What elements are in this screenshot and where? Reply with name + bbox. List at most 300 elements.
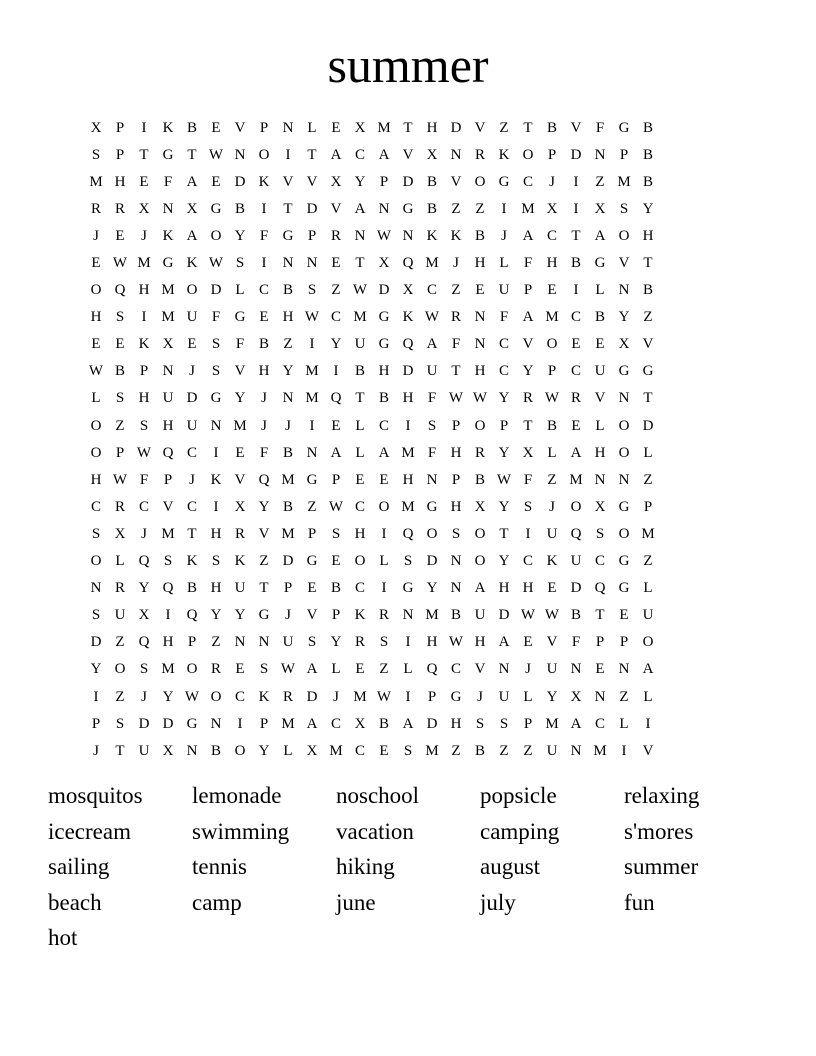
- grid-letter: W: [544, 607, 560, 624]
- word-list-item: hiking: [336, 854, 395, 879]
- grid-letter: E: [331, 119, 341, 136]
- grid-letter: O: [522, 146, 534, 163]
- grid-letter: G: [402, 580, 414, 597]
- grid-letter: H: [546, 255, 558, 272]
- grid-row: [84, 195, 732, 222]
- grid-letter: M: [305, 390, 319, 407]
- grid-letter: I: [405, 688, 411, 705]
- grid-letter: E: [523, 634, 533, 651]
- grid-letter: N: [234, 634, 246, 651]
- grid-letter: C: [354, 498, 365, 515]
- grid-letter: Y: [330, 336, 342, 353]
- grid-letter: Z: [379, 661, 389, 678]
- grid-letter: O: [474, 525, 486, 542]
- grid-letter: L: [115, 553, 125, 570]
- grid-letter: F: [499, 309, 509, 326]
- grid-letter: E: [139, 173, 149, 190]
- grid-letter: V: [546, 634, 558, 651]
- grid-letter: Y: [426, 580, 438, 597]
- grid-letter: R: [282, 688, 293, 705]
- grid-letter: S: [331, 525, 341, 542]
- grid-letter: F: [523, 255, 533, 272]
- grid-letter: S: [115, 309, 125, 326]
- grid-letter: M: [425, 255, 439, 272]
- grid-letter: E: [475, 282, 485, 299]
- grid-letter: V: [162, 498, 174, 515]
- grid-row: [84, 548, 732, 575]
- grid-letter: U: [282, 634, 294, 651]
- grid-letter: B: [474, 471, 485, 488]
- grid-letter: L: [283, 742, 293, 759]
- grid-letter: X: [594, 498, 606, 515]
- word-list-item: camping: [480, 818, 560, 844]
- grid-letter: U: [354, 336, 366, 353]
- grid-letter: B: [186, 119, 197, 136]
- grid-letter: M: [545, 715, 559, 732]
- grid-letter: Y: [210, 607, 222, 624]
- grid-letter: C: [234, 688, 245, 705]
- grid-letter: W: [112, 471, 128, 488]
- grid-letter: P: [139, 363, 149, 380]
- grid-letter: D: [234, 173, 246, 190]
- grid-letter: Y: [330, 634, 342, 651]
- word-list-item: s'mores: [624, 818, 694, 844]
- grid-letter: Y: [498, 390, 510, 407]
- grid-letter: D: [186, 390, 198, 407]
- grid-letter: I: [93, 688, 99, 705]
- grid-letter: D: [282, 553, 294, 570]
- grid-letter: B: [642, 119, 653, 136]
- grid-letter: D: [306, 200, 318, 217]
- grid-letter: E: [115, 336, 125, 353]
- grid-letter: N: [234, 146, 246, 163]
- grid-letter: W: [208, 146, 224, 163]
- grid-letter: H: [282, 309, 294, 326]
- grid-letter: H: [162, 417, 174, 434]
- grid-letter: Q: [138, 553, 150, 570]
- grid-letter: J: [189, 363, 195, 380]
- grid-letter: Q: [402, 525, 414, 542]
- grid-letter: W: [184, 688, 200, 705]
- grid-letter: M: [161, 525, 175, 542]
- word-list-item: june: [336, 889, 376, 915]
- grid-letter: C: [522, 173, 533, 190]
- grid-letter: I: [141, 309, 147, 326]
- grid-letter: N: [570, 661, 582, 678]
- grid-letter: V: [282, 173, 294, 190]
- grid-letter: I: [501, 200, 507, 217]
- grid-letter: V: [570, 119, 582, 136]
- grid-letter: H: [450, 715, 462, 732]
- grid-letter: T: [139, 146, 149, 163]
- grid-letter: P: [451, 417, 461, 434]
- grid-letter: X: [402, 282, 414, 299]
- grid-letter: Z: [499, 742, 509, 759]
- grid-letter: T: [187, 146, 197, 163]
- grid-letter: X: [522, 444, 534, 461]
- grid-letter: N: [618, 390, 630, 407]
- grid-letter: E: [595, 661, 605, 678]
- grid-letter: R: [522, 390, 533, 407]
- grid-letter: P: [163, 471, 173, 488]
- grid-letter: T: [643, 390, 653, 407]
- grid-letter: W: [136, 444, 152, 461]
- grid-letter: K: [258, 173, 270, 190]
- grid-letter: B: [642, 146, 653, 163]
- grid-letter: V: [258, 525, 270, 542]
- grid-letter: N: [570, 742, 582, 759]
- grid-letter: X: [162, 336, 174, 353]
- grid-letter: E: [331, 255, 341, 272]
- grid-letter: H: [426, 634, 438, 651]
- page-title: summer: [327, 37, 489, 93]
- grid-letter: Q: [114, 282, 126, 299]
- grid-letter: W: [376, 227, 392, 244]
- grid-letter: K: [546, 553, 558, 570]
- grid-letter: D: [210, 282, 222, 299]
- grid-letter: E: [619, 607, 629, 624]
- grid-letter: D: [426, 715, 438, 732]
- grid-letter: M: [161, 282, 175, 299]
- grid-letter: D: [426, 553, 438, 570]
- grid-letter: T: [403, 119, 413, 136]
- grid-letter: O: [474, 173, 486, 190]
- grid-letter: E: [595, 336, 605, 353]
- grid-letter: Q: [162, 580, 174, 597]
- grid-letter: Z: [523, 742, 533, 759]
- grid-letter: D: [162, 715, 174, 732]
- grid-letter: P: [523, 715, 533, 732]
- grid-letter: I: [237, 715, 243, 732]
- grid-letter: S: [427, 417, 437, 434]
- grid-letter: I: [333, 363, 339, 380]
- grid-letter: J: [525, 661, 531, 678]
- grid-letter: P: [379, 173, 389, 190]
- grid-letter: J: [285, 607, 291, 624]
- grid-letter: N: [306, 444, 318, 461]
- grid-letter: F: [571, 634, 581, 651]
- grid-letter: Z: [259, 553, 269, 570]
- grid-letter: A: [186, 227, 198, 244]
- grid-letter: M: [425, 742, 439, 759]
- grid-letter: U: [162, 390, 174, 407]
- grid-letter: D: [378, 282, 390, 299]
- grid-letter: O: [618, 227, 630, 244]
- grid-letter: Z: [451, 742, 461, 759]
- grid-letter: R: [330, 227, 341, 244]
- grid-letter: F: [259, 227, 269, 244]
- grid-letter: P: [307, 227, 317, 244]
- grid-letter: H: [90, 309, 102, 326]
- grid-letter: T: [451, 363, 461, 380]
- grid-letter: J: [477, 688, 483, 705]
- grid-letter: O: [474, 417, 486, 434]
- grid-letter: S: [235, 255, 245, 272]
- grid-letter: V: [474, 119, 486, 136]
- grid-letter: K: [162, 227, 174, 244]
- grid-letter: H: [162, 634, 174, 651]
- grid-row: [84, 222, 732, 249]
- grid-letter: N: [162, 363, 174, 380]
- grid-letter: V: [474, 661, 486, 678]
- grid-letter: O: [90, 444, 102, 461]
- grid-letter: S: [619, 200, 629, 217]
- grid-row: [84, 575, 732, 602]
- grid-letter: L: [355, 417, 365, 434]
- grid-letter: T: [355, 390, 365, 407]
- grid-letter: B: [378, 715, 389, 732]
- grid-letter: O: [90, 553, 102, 570]
- grid-letter: C: [354, 742, 365, 759]
- grid-letter: Y: [258, 498, 270, 515]
- grid-letter: I: [405, 634, 411, 651]
- grid-letter: L: [403, 661, 413, 678]
- grid-letter: N: [618, 471, 630, 488]
- grid-letter: X: [546, 200, 558, 217]
- grid-letter: A: [330, 444, 342, 461]
- grid-letter: M: [161, 309, 175, 326]
- grid-letter: E: [235, 444, 245, 461]
- grid-letter: E: [355, 661, 365, 678]
- grid-letter: E: [211, 119, 221, 136]
- grid-letter: G: [618, 363, 630, 380]
- grid-letter: H: [138, 390, 150, 407]
- grid-letter: N: [594, 688, 606, 705]
- grid-letter: O: [642, 634, 654, 651]
- grid-letter: G: [186, 715, 198, 732]
- grid-letter: L: [643, 688, 653, 705]
- grid-letter: S: [523, 498, 533, 515]
- grid-row: [84, 141, 732, 168]
- grid-letter: C: [570, 309, 581, 326]
- grid-letter: T: [523, 119, 533, 136]
- grid-letter: Z: [619, 688, 629, 705]
- grid-letter: P: [115, 146, 125, 163]
- grid-letter: M: [329, 742, 343, 759]
- grid-letter: P: [331, 607, 341, 624]
- grid-letter: V: [234, 471, 246, 488]
- grid-letter: J: [93, 227, 99, 244]
- grid-letter: S: [451, 525, 461, 542]
- word-list-item: relaxing: [624, 783, 700, 808]
- grid-letter: L: [595, 282, 605, 299]
- grid-letter: C: [354, 146, 365, 163]
- grid-letter: P: [499, 417, 509, 434]
- grid-letter: M: [521, 200, 535, 217]
- grid-letter: J: [141, 525, 147, 542]
- grid-letter: W: [448, 390, 464, 407]
- grid-letter: R: [210, 661, 221, 678]
- grid-letter: Z: [643, 471, 653, 488]
- grid-letter: B: [114, 363, 125, 380]
- grid-letter: E: [355, 471, 365, 488]
- grid-letter: R: [114, 498, 125, 515]
- grid-letter: O: [570, 498, 582, 515]
- grid-letter: N: [618, 661, 630, 678]
- grid-letter: N: [402, 607, 414, 624]
- grid-letter: H: [90, 471, 102, 488]
- grid-letter: I: [285, 146, 291, 163]
- grid-letter: V: [642, 336, 654, 353]
- grid-letter: J: [141, 688, 147, 705]
- grid-row: [84, 710, 732, 737]
- grid-letter: T: [523, 417, 533, 434]
- grid-letter: M: [281, 471, 295, 488]
- grid-letter: B: [570, 255, 581, 272]
- grid-letter: C: [330, 715, 341, 732]
- grid-letter: W: [328, 498, 344, 515]
- grid-letter: G: [618, 119, 630, 136]
- grid-letter: U: [474, 607, 486, 624]
- grid-letter: H: [474, 255, 486, 272]
- grid-letter: M: [353, 688, 367, 705]
- grid-letter: S: [91, 607, 101, 624]
- grid-letter: H: [354, 525, 366, 542]
- grid-letter: C: [594, 553, 605, 570]
- grid-letter: D: [402, 173, 414, 190]
- grid-letter: A: [426, 336, 438, 353]
- grid-letter: A: [594, 227, 606, 244]
- grid-letter: H: [114, 173, 126, 190]
- grid-letter: K: [186, 255, 198, 272]
- grid-letter: B: [426, 200, 437, 217]
- grid-letter: O: [474, 553, 486, 570]
- word-list: [48, 780, 768, 958]
- grid-letter: M: [137, 255, 151, 272]
- grid-letter: I: [573, 200, 579, 217]
- grid-letter: H: [426, 119, 438, 136]
- grid-row: [84, 629, 732, 656]
- grid-letter: A: [330, 146, 342, 163]
- grid-letter: V: [234, 363, 246, 380]
- grid-letter: K: [162, 119, 174, 136]
- grid-letter: L: [643, 444, 653, 461]
- grid-letter: X: [114, 525, 126, 542]
- grid-letter: V: [306, 173, 318, 190]
- grid-letter: P: [259, 119, 269, 136]
- grid-letter: V: [594, 390, 606, 407]
- word-list-item: mosquitos: [48, 783, 143, 808]
- grid-letter: G: [618, 553, 630, 570]
- grid-letter: V: [330, 200, 342, 217]
- grid-letter: S: [595, 525, 605, 542]
- grid-letter: V: [618, 255, 630, 272]
- grid-letter: N: [450, 146, 462, 163]
- grid-letter: U: [498, 688, 510, 705]
- grid-letter: M: [353, 309, 367, 326]
- grid-letter: Y: [138, 580, 150, 597]
- grid-row: [84, 249, 732, 276]
- grid-letter: S: [211, 553, 221, 570]
- grid-letter: P: [115, 119, 125, 136]
- grid-letter: E: [187, 336, 197, 353]
- grid-letter: E: [235, 661, 245, 678]
- grid-letter: P: [547, 146, 557, 163]
- grid-letter: E: [259, 309, 269, 326]
- grid-letter: F: [139, 471, 149, 488]
- grid-letter: M: [425, 607, 439, 624]
- grid-letter: F: [427, 444, 437, 461]
- grid-letter: Q: [258, 471, 270, 488]
- grid-letter: G: [642, 363, 654, 380]
- word-list-item: july: [480, 889, 516, 915]
- grid-letter: N: [426, 471, 438, 488]
- grid-letter: L: [331, 661, 341, 678]
- grid-letter: Q: [426, 661, 438, 678]
- grid-letter: A: [186, 173, 198, 190]
- grid-letter: D: [90, 634, 102, 651]
- grid-letter: Y: [258, 742, 270, 759]
- grid-letter: Z: [115, 417, 125, 434]
- grid-row: [84, 737, 732, 764]
- grid-letter: K: [138, 336, 150, 353]
- grid-letter: N: [498, 661, 510, 678]
- grid-letter: O: [426, 525, 438, 542]
- grid-letter: N: [186, 742, 198, 759]
- grid-letter: M: [281, 525, 295, 542]
- grid-letter: B: [378, 390, 389, 407]
- word-list-item: august: [480, 854, 541, 879]
- grid-letter: F: [211, 309, 221, 326]
- grid-letter: G: [210, 200, 222, 217]
- grid-letter: I: [621, 742, 627, 759]
- grid-letter: G: [258, 607, 270, 624]
- grid-letter: F: [235, 336, 245, 353]
- grid-letter: A: [306, 661, 318, 678]
- grid-letter: Q: [330, 390, 342, 407]
- grid-letter: B: [474, 742, 485, 759]
- grid-letter: A: [570, 715, 582, 732]
- grid-letter: M: [641, 525, 655, 542]
- grid-letter: U: [234, 580, 246, 597]
- grid-letter: E: [211, 173, 221, 190]
- grid-letter: X: [138, 200, 150, 217]
- grid-row: [84, 277, 732, 304]
- grid-letter: X: [330, 173, 342, 190]
- grid-row: [84, 412, 732, 439]
- grid-letter: W: [376, 688, 392, 705]
- grid-letter: H: [402, 471, 414, 488]
- grid-letter: Y: [354, 173, 366, 190]
- grid-letter: X: [234, 498, 246, 515]
- grid-letter: J: [549, 173, 555, 190]
- grid-letter: N: [354, 227, 366, 244]
- grid-letter: Q: [594, 580, 606, 597]
- grid-letter: U: [546, 525, 558, 542]
- grid-letter: V: [402, 146, 414, 163]
- grid-letter: O: [618, 417, 630, 434]
- grid-letter: I: [141, 119, 147, 136]
- grid-letter: T: [595, 607, 605, 624]
- grid-letter: B: [426, 173, 437, 190]
- grid-letter: R: [354, 634, 365, 651]
- grid-letter: V: [306, 607, 318, 624]
- grid-letter: Q: [570, 525, 582, 542]
- grid-letter: Z: [643, 553, 653, 570]
- grid-letter: F: [259, 444, 269, 461]
- grid-row: [84, 520, 732, 547]
- grid-letter: G: [234, 309, 246, 326]
- grid-letter: N: [282, 390, 294, 407]
- grid-letter: U: [642, 607, 654, 624]
- grid-letter: W: [424, 309, 440, 326]
- grid-letter: O: [258, 146, 270, 163]
- grid-letter: G: [498, 173, 510, 190]
- grid-letter: B: [546, 417, 557, 434]
- grid-letter: N: [594, 471, 606, 488]
- grid-letter: U: [594, 363, 606, 380]
- grid-letter: Z: [283, 336, 293, 353]
